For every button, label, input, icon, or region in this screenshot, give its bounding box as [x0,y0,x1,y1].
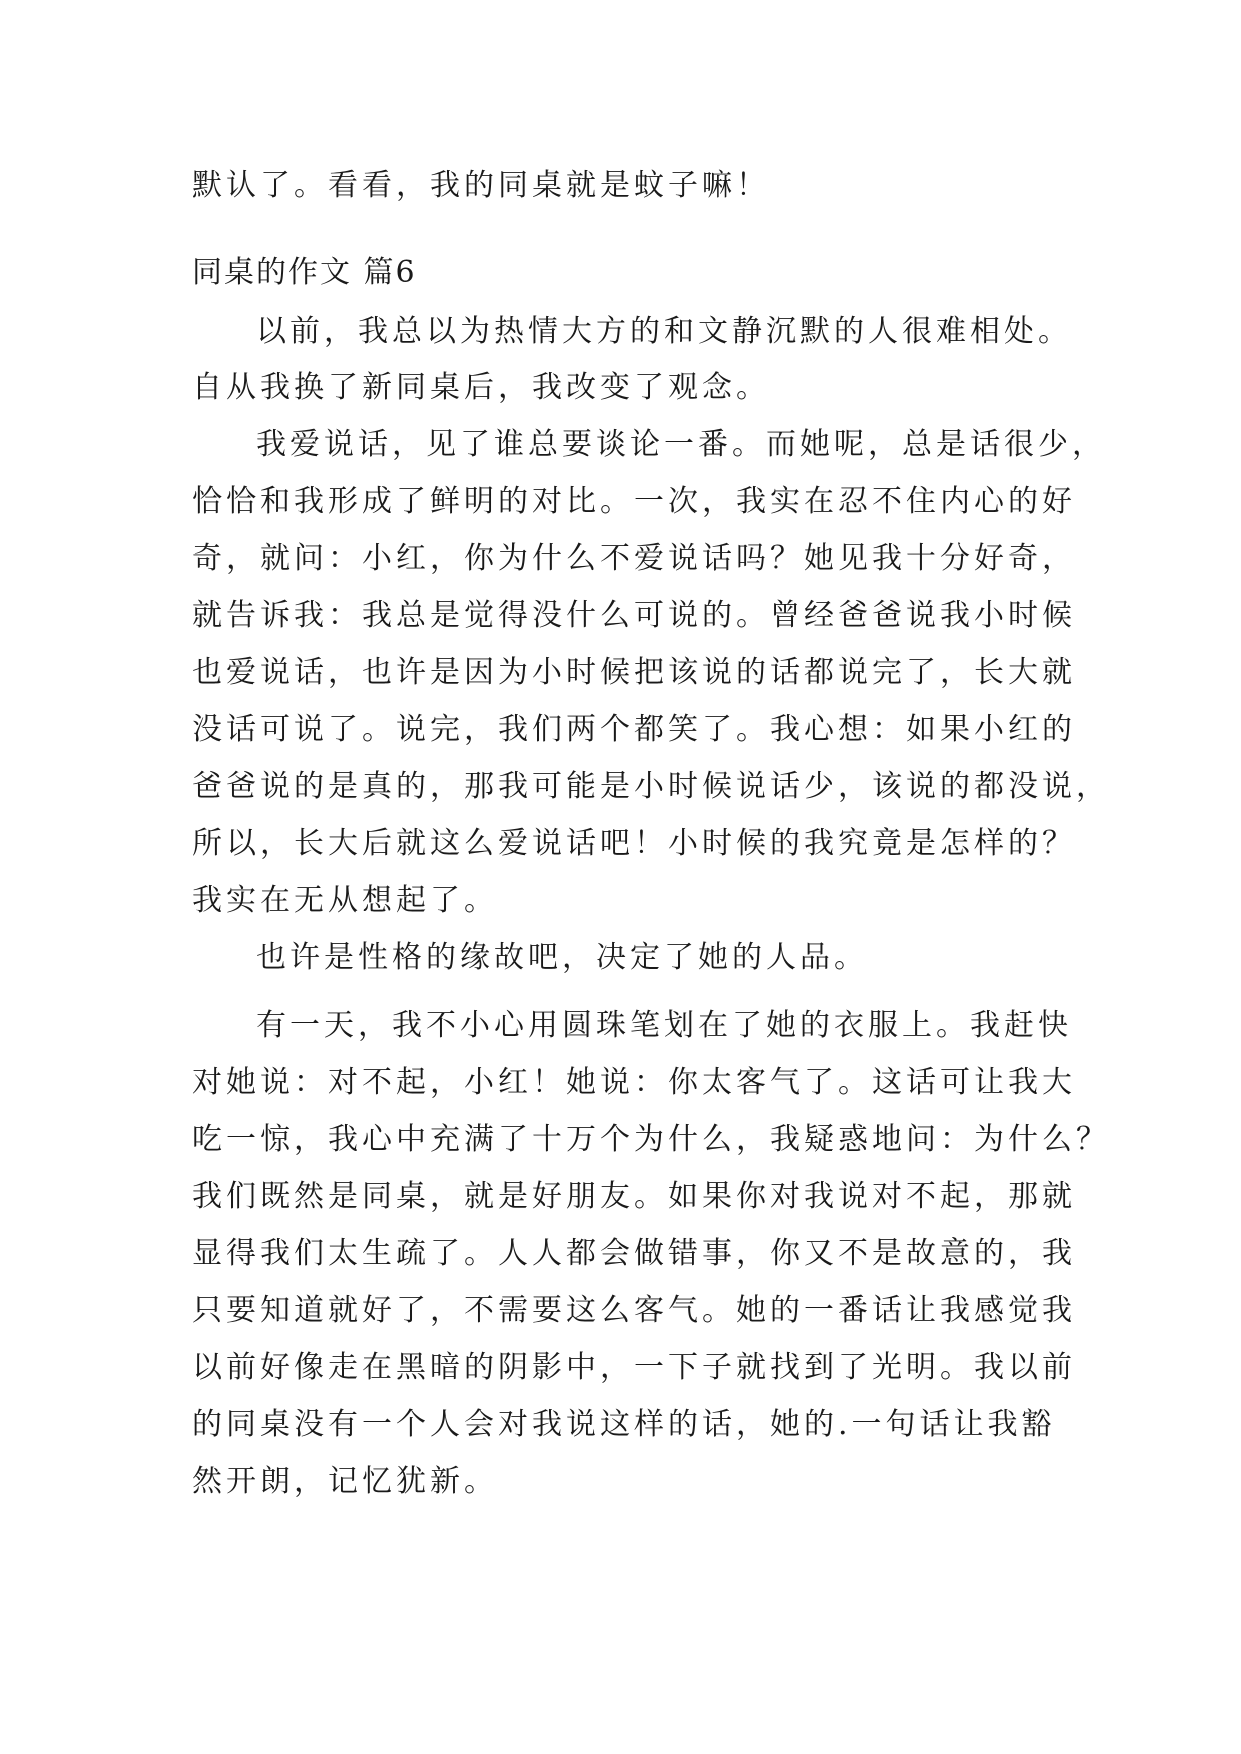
paragraph-line: 也爱说话，也许是因为小时候把该说的话都说完了，长大就 [192,655,1076,690]
paragraph-line: 的同桌没有一个人会对我说这样的话，她的.一句话让我豁 [192,1407,1056,1442]
paragraph-line: 没话可说了。说完，我们两个都笑了。我心想：如果小红的 [192,712,1076,747]
paragraph-line: 只要知道就好了，不需要这么客气。她的一番话让我感觉我 [192,1293,1076,1328]
paragraph-line: 以前，我总以为热情大方的和文静沉默的人很难相处。 [256,314,1072,349]
paragraph-line: 就告诉我：我总是觉得没什么可说的。曾经爸爸说我小时候 [192,598,1076,633]
paragraph-line: 显得我们太生疏了。人人都会做错事，你又不是故意的，我 [192,1236,1076,1271]
section-title: 同桌的作文 篇6 [192,255,417,290]
paragraph-line: 然开朗，记忆犹新。 [192,1464,498,1499]
paragraph-line: 我爱说话，见了谁总要谈论一番。而她呢，总是话很少， [256,427,1106,462]
paragraph-line: 有一天，我不小心用圆珠笔划在了她的衣服上。我赶快 [256,1008,1072,1043]
paragraph-line: 对她说：对不起，小红！她说：你太客气了。这话可让我大 [192,1065,1076,1100]
paragraph-line: 奇，就问：小红，你为什么不爱说话吗？她见我十分好奇， [192,541,1076,576]
paragraph-line: 恰恰和我形成了鲜明的对比。一次，我实在忍不住内心的好 [192,484,1076,519]
paragraph-line: 以前好像走在黑暗的阴影中，一下子就找到了光明。我以前 [192,1350,1076,1385]
paragraph-line: 自从我换了新同桌后，我改变了观念。 [192,370,770,405]
paragraph-line: 我实在无从想起了。 [192,883,498,918]
paragraph-line: 爸爸说的是真的，那我可能是小时候说话少，该说的都没说， [192,769,1110,804]
paragraph-line: 吃一惊，我心中充满了十万个为什么，我疑惑地问：为什么？ [192,1122,1110,1157]
paragraph-line: 也许是性格的缘故吧，决定了她的人品。 [256,940,868,975]
paragraph-line: 所以，长大后就这么爱说话吧！小时候的我究竟是怎样的？ [192,826,1076,861]
paragraph-line: 我们既然是同桌，就是好朋友。如果你对我说对不起，那就 [192,1179,1076,1214]
previous-essay-ending: 默认了。看看，我的同桌就是蚊子嘛！ [192,168,770,203]
